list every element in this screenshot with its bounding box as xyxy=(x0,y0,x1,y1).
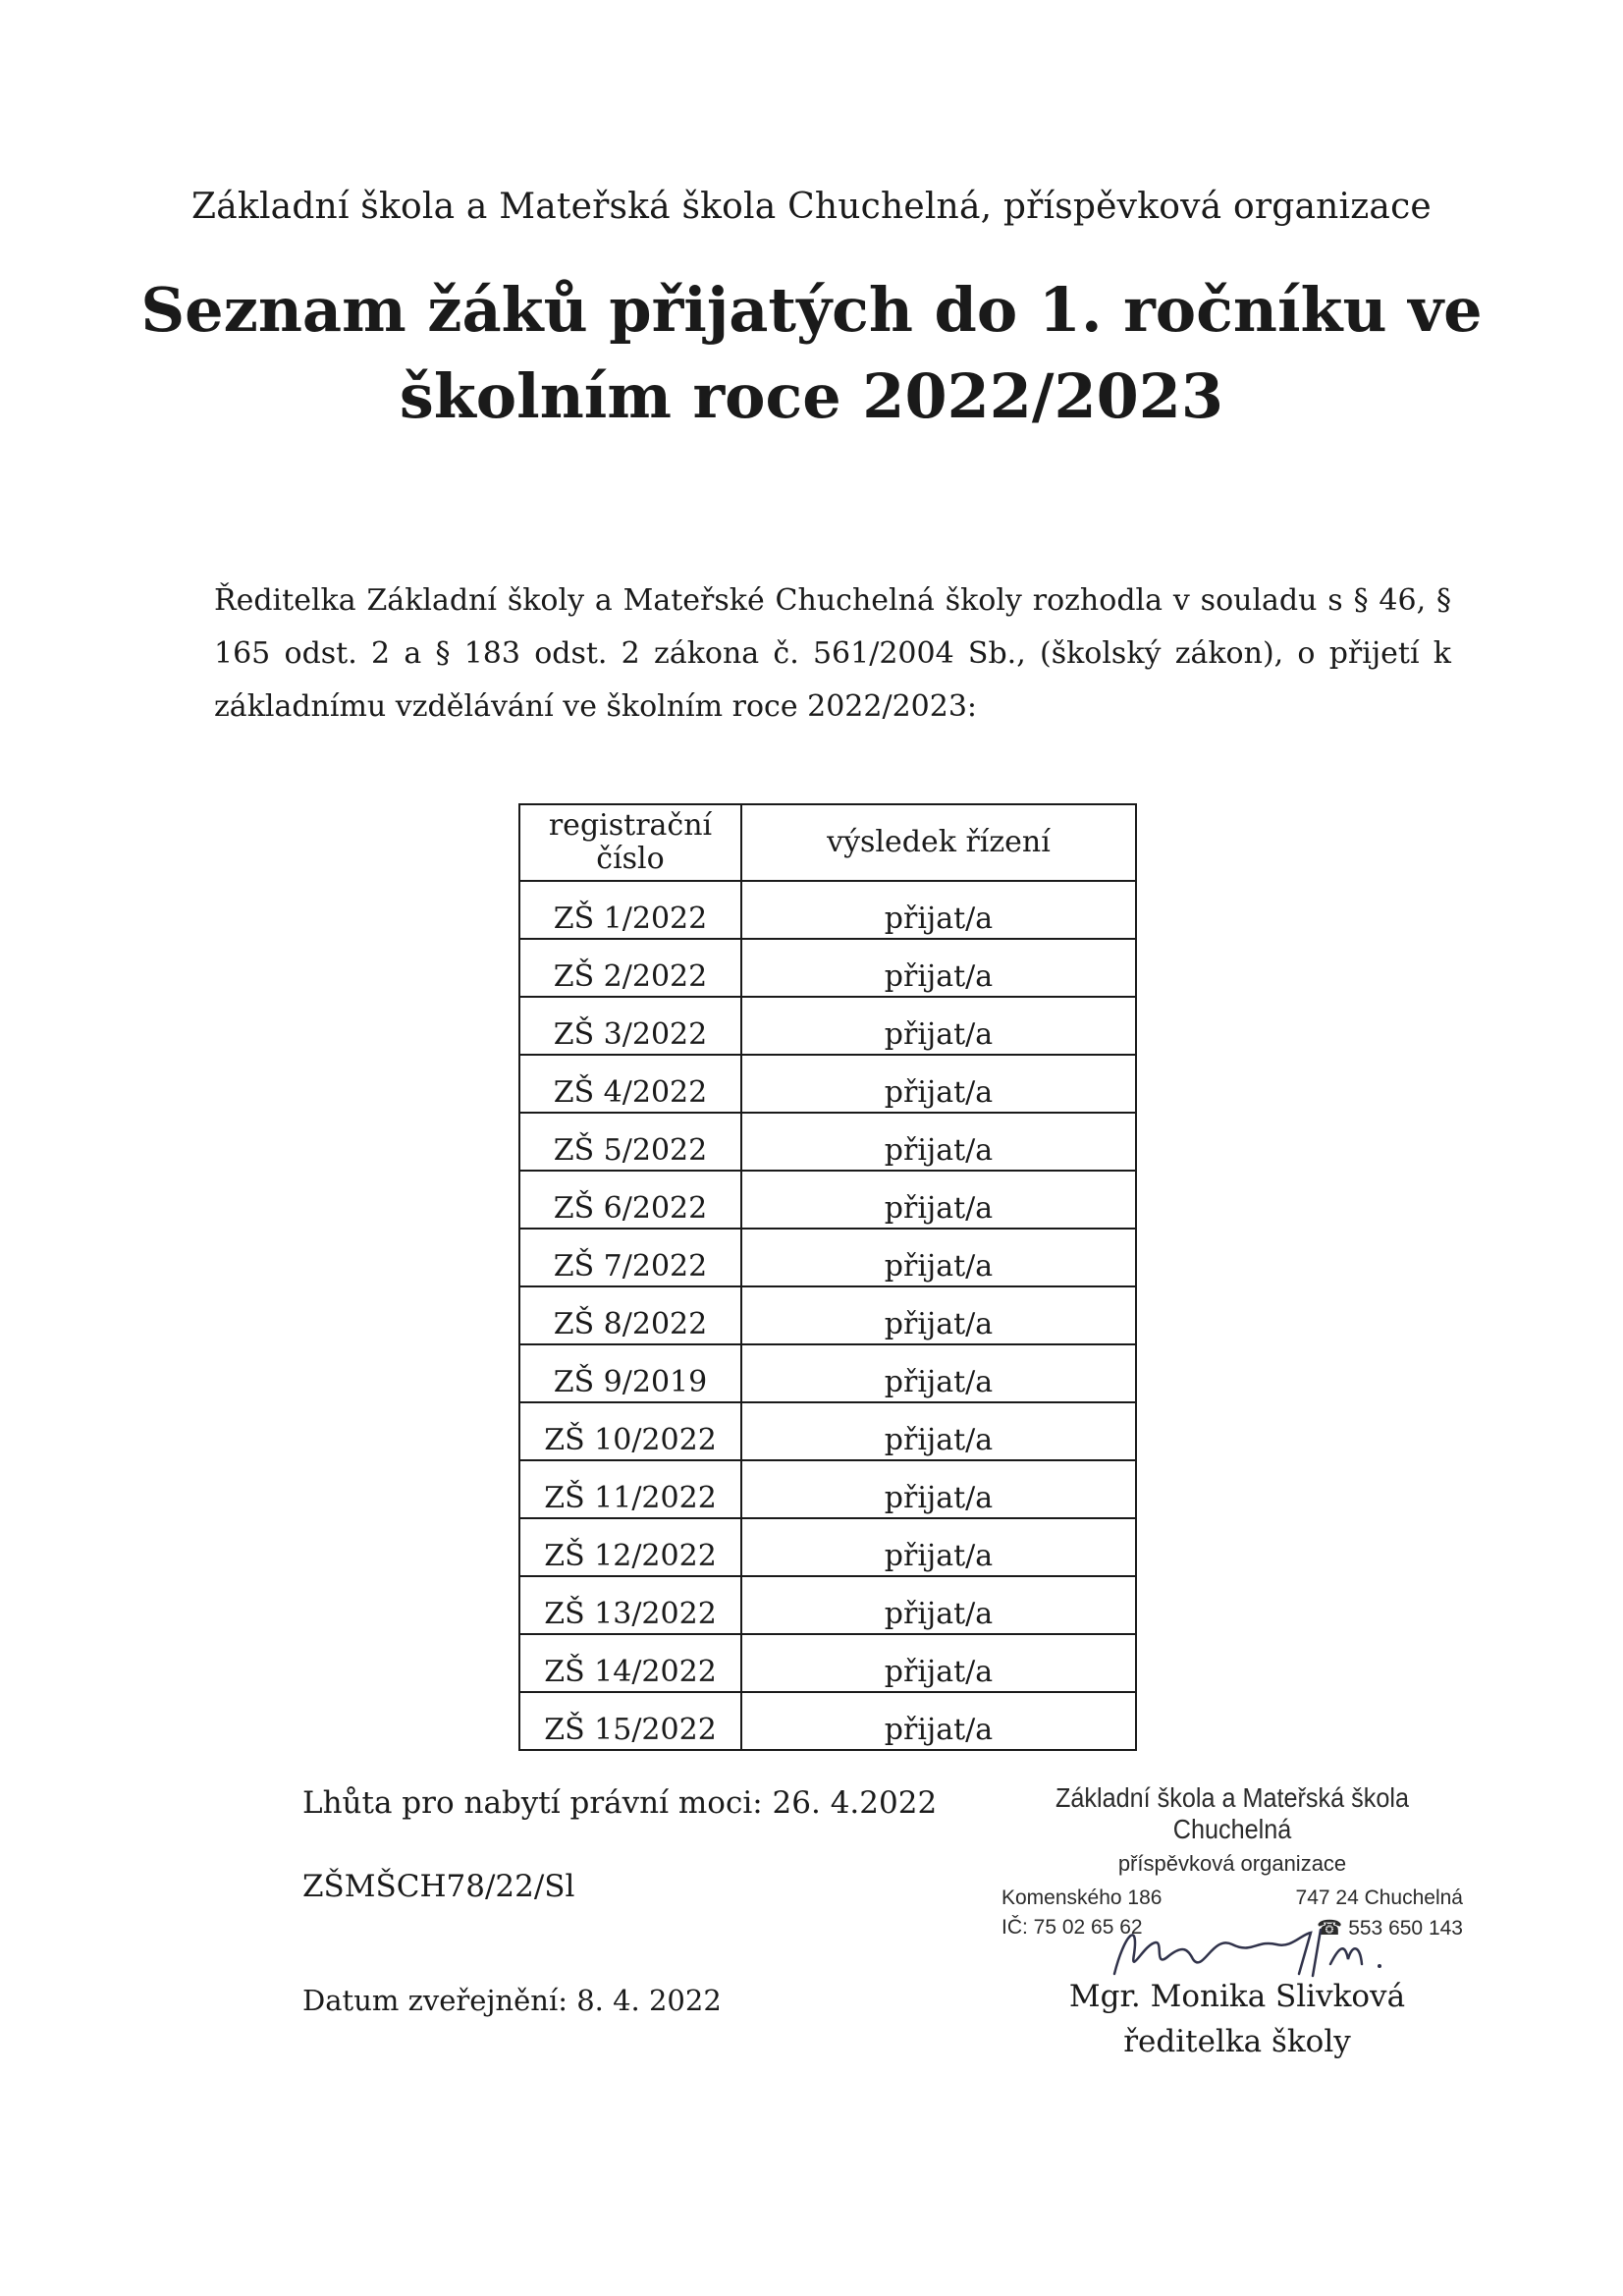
result-cell: přijat/a xyxy=(741,1634,1136,1692)
table-row xyxy=(519,1171,1136,1229)
admission-table xyxy=(518,803,1137,1751)
reference-number: ZŠMŠCH78/22/Sl xyxy=(302,1869,575,1904)
registration-number-cell: ZŠ 2/2022 xyxy=(519,939,741,997)
result-cell: přijat/a xyxy=(741,1286,1136,1344)
table-row xyxy=(519,881,1136,939)
registration-number-cell: ZŠ 5/2022 xyxy=(519,1113,741,1171)
registration-number-cell: ZŠ 7/2022 xyxy=(519,1229,741,1286)
signatory-name: Mgr. Monika Slivková xyxy=(1068,1979,1406,2014)
table-row xyxy=(519,1113,1136,1171)
registration-number-cell: ZŠ 1/2022 xyxy=(519,881,741,939)
result-cell: přijat/a xyxy=(741,1402,1136,1460)
table-row xyxy=(519,1229,1136,1286)
table-header-row xyxy=(519,804,1136,881)
registration-number-cell: ZŠ 8/2022 xyxy=(519,1286,741,1344)
school-header: Základní škola a Mateřská škola Chuchelná, příspěvková organizace xyxy=(191,187,1432,227)
table-row xyxy=(519,1518,1136,1576)
stamp-ico: IČ: 75 02 65 62 xyxy=(1001,1916,1143,1939)
stamp-street: Komenského 186 xyxy=(1001,1886,1163,1909)
result-cell: přijat/a xyxy=(741,1055,1136,1113)
registration-number-cell: ZŠ 12/2022 xyxy=(519,1518,741,1576)
registration-number-cell: ZŠ 6/2022 xyxy=(519,1171,741,1229)
table-body xyxy=(519,881,1136,1750)
registration-number-cell: ZŠ 3/2022 xyxy=(519,997,741,1055)
registration-number-cell: ZŠ 15/2022 xyxy=(519,1692,741,1750)
table-row xyxy=(519,997,1136,1055)
telephone-icon: ☎ xyxy=(1317,1917,1343,1940)
table-row xyxy=(519,1692,1136,1750)
publication-date: Datum zveřejnění: 8. 4. 2022 xyxy=(302,1984,722,2017)
title-line-2: školním roce 2022/2023 xyxy=(399,360,1224,432)
column-header-registration: registrační číslo xyxy=(519,804,741,881)
registration-number-cell: ZŠ 10/2022 xyxy=(519,1402,741,1460)
table-row xyxy=(519,939,1136,997)
registration-number-cell: ZŠ 4/2022 xyxy=(519,1055,741,1113)
table-row xyxy=(519,1286,1136,1344)
table-row xyxy=(519,1460,1136,1518)
registration-number-cell: ZŠ 9/2019 xyxy=(519,1344,741,1402)
table-row xyxy=(519,1576,1136,1634)
title-line-1: Seznam žáků přijatých do 1. ročníku ve xyxy=(140,274,1483,346)
registration-number-cell: ZŠ 11/2022 xyxy=(519,1460,741,1518)
table-row xyxy=(519,1344,1136,1402)
result-cell: přijat/a xyxy=(741,1113,1136,1171)
result-cell: přijat/a xyxy=(741,1171,1136,1229)
result-cell: přijat/a xyxy=(741,1344,1136,1402)
result-cell: přijat/a xyxy=(741,1460,1136,1518)
legal-deadline: Lhůta pro nabytí právní moci: 26. 4.2022 xyxy=(302,1785,938,1821)
registration-number-cell: ZŠ 14/2022 xyxy=(519,1634,741,1692)
table-row xyxy=(519,1634,1136,1692)
result-cell: přijat/a xyxy=(741,939,1136,997)
result-cell: přijat/a xyxy=(741,1576,1136,1634)
document-title xyxy=(0,267,1623,440)
stamp-phone: 553 650 143 xyxy=(1348,1917,1463,1940)
signatory-block xyxy=(1031,1974,1443,2064)
column-header-result: výsledek řízení xyxy=(741,804,1136,881)
table-row xyxy=(519,1055,1136,1113)
stamp-city: 747 24 Chuchelná xyxy=(1295,1886,1463,1909)
result-cell: přijat/a xyxy=(741,1518,1136,1576)
result-cell: přijat/a xyxy=(741,1229,1136,1286)
stamp-school-name: Základní škola a Mateřská škola Chuchelná xyxy=(1055,1782,1409,1844)
result-cell: přijat/a xyxy=(741,997,1136,1055)
table-row xyxy=(519,1402,1136,1460)
result-cell: přijat/a xyxy=(741,881,1136,939)
registration-number-cell: ZŠ 13/2022 xyxy=(519,1576,741,1634)
stamp-org-type: příspěvková organizace xyxy=(1117,1851,1347,1876)
intro-paragraph: Ředitelka Základní školy a Mateřské Chuchelná školy rozhodla v souladu s § 46, § 165 odst. 2 a § 183 odst. 2 zákona č. 561/2004 Sb., (školský zákon), o přijetí k základnímu vzdělávání ve školním roce 2022/2023: xyxy=(214,583,1451,724)
signatory-role: ředitelka školy xyxy=(1123,2024,1351,2059)
result-cell: přijat/a xyxy=(741,1692,1136,1750)
stamp-address-row xyxy=(1001,1886,1463,1910)
